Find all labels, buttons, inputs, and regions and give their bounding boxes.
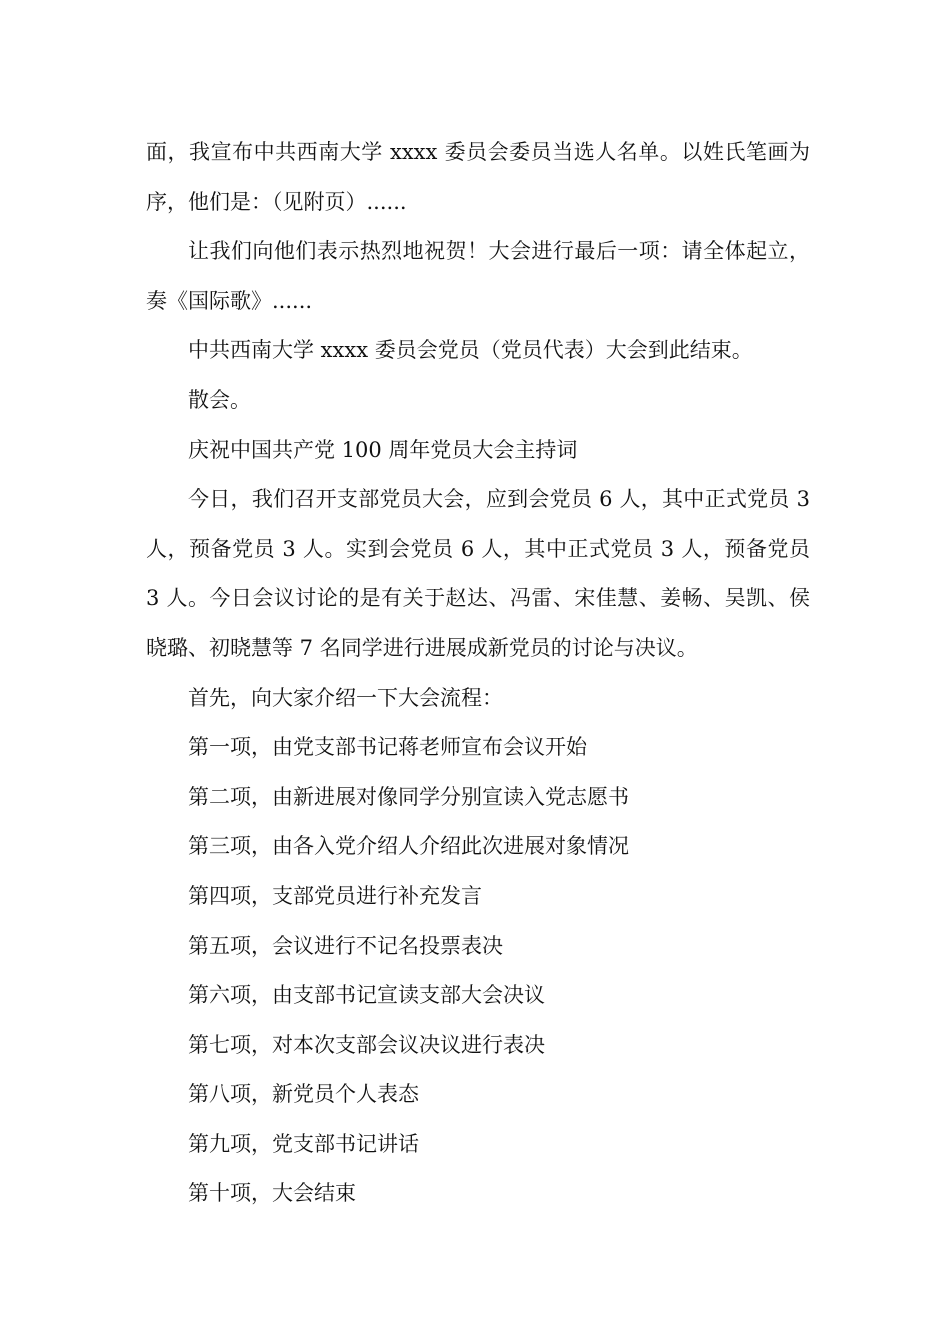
agenda-item: 第三项，由各入党介绍人介绍此次进展对象情况 <box>188 834 629 859</box>
paragraph-intro: 今日，我们召开支部党员大会，应到会党员 6 人，其中正式党员 3 人，预备党员 3 人。实到会党员 6 人，其中正式党员 3 人，预备党员 3 人。今日会议讨论的是有关于赵达、冯雷、宋佳慧、姜畅、吴凯、侯晓璐、初晓慧等 7 名同学进行进展成新党员的讨论与决议。 <box>146 487 810 660</box>
agenda-item: 第七项，对本次支部会议决议进行表决 <box>188 1032 545 1057</box>
agenda-item: 第二项，由新进展对像同学分别宣读入党志愿书 <box>188 784 629 809</box>
paragraph-meeting-end: 中共西南大学 xxxx 委员会党员（党员代表）大会到此结束。 <box>188 338 753 363</box>
paragraph-congratulation: 让我们向他们表示热烈地祝贺！大会进行最后一项：请全体起立，奏《国际歌》...... <box>146 239 810 313</box>
paragraph-adjourn: 散会。 <box>188 387 251 412</box>
agenda-item: 第五项，会议进行不记名投票表决 <box>188 933 503 958</box>
agenda-item: 第一项，由党支部书记蒋老师宣布会议开始 <box>188 735 587 760</box>
agenda-item: 第八项，新党员个人表态 <box>188 1082 419 1107</box>
paragraph-agenda-heading: 首先，向大家介绍一下大会流程： <box>188 685 503 710</box>
agenda-item: 第四项，支部党员进行补充发言 <box>188 883 482 908</box>
section-title: 庆祝中国共产党 100 周年党员大会主持词 <box>188 437 578 462</box>
agenda-item: 第九项，党支部书记讲话 <box>188 1131 419 1156</box>
document-body <box>146 128 810 1219</box>
agenda-item: 第六项，由支部书记宣读支部大会决议 <box>188 983 545 1008</box>
agenda-item: 第十项，大会结束 <box>188 1181 356 1206</box>
paragraph-announcement: 面，我宣布中共西南大学 xxxx 委员会委员当选人名单。以姓氏笔画为序，他们是：（见附页）...... <box>146 140 810 214</box>
